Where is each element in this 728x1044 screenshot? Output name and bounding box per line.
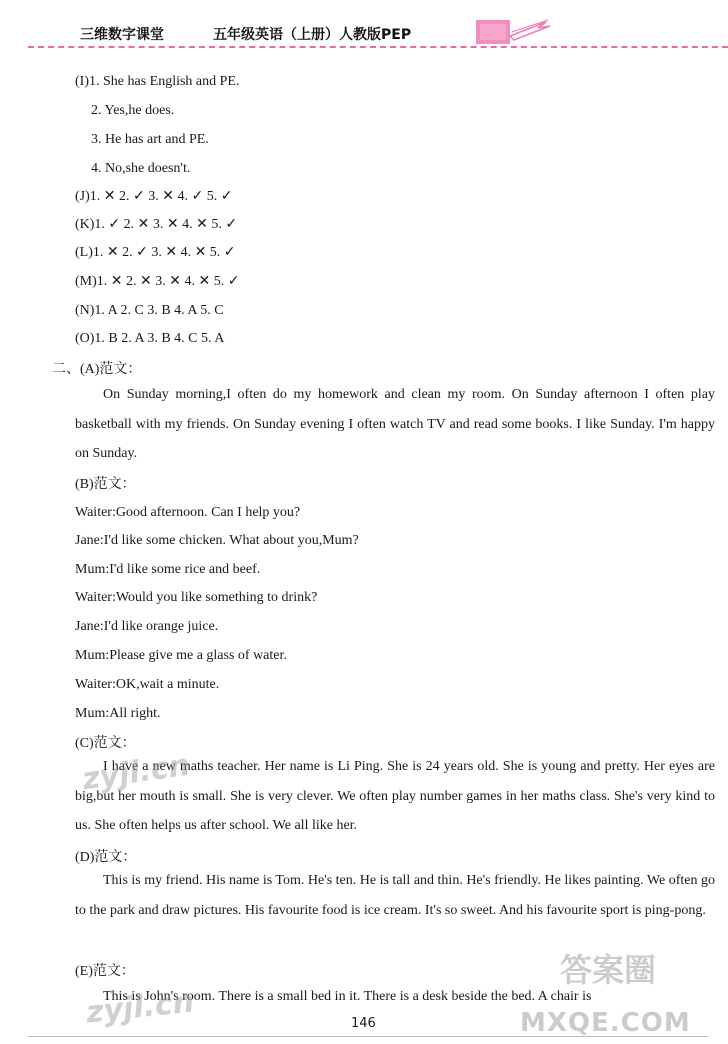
book-title: 五年级英语（上册）人教版PEP	[213, 27, 412, 43]
series-title: 三维数字课堂	[80, 27, 164, 43]
section-d-heading: (D)范文：	[75, 850, 137, 865]
watermark-logo: 答案圈	[560, 951, 657, 989]
answer-line: 3. He has art and PE.	[91, 132, 209, 147]
footer-rule	[28, 1036, 708, 1037]
answer-line: (J)1. ✕ 2. ✓ 3. ✕ 4. ✓ 5. ✓	[75, 189, 233, 204]
dialogue-line: Waiter:Would you like something to drink?	[75, 590, 318, 605]
dialogue-line: Mum:I'd like some rice and beef.	[75, 562, 261, 577]
watermark-zyjl: zyjl.cn	[80, 747, 193, 798]
section-d-essay	[75, 866, 715, 925]
answer-line: (N)1. A 2. C 3. B 4. A 5. C	[75, 303, 224, 318]
answer-line: 2. Yes,he does.	[91, 103, 175, 118]
section-c-heading: (C)范文：	[75, 736, 136, 751]
section-b-heading: (B)范文：	[75, 477, 136, 492]
dialogue-line: Jane:I'd like orange juice.	[75, 619, 219, 634]
header-divider	[28, 46, 728, 48]
watermark-zyjl: zyjl.cn	[84, 984, 196, 1031]
section-e-heading: (E)范文：	[75, 964, 135, 979]
section-c-essay	[75, 752, 715, 841]
answer-line: (L)1. ✕ 2. ✓ 3. ✕ 4. ✕ 5. ✓	[75, 245, 236, 260]
essay-text: This is my friend. His name is Tom. He's ten. He is tall and thin. He's friendly. He likes painting. We often go to the park and draw pictures. His favourite food is ice cream. It's so sweet. And his favourite sport is ping-pong.	[75, 873, 715, 918]
dialogue-line: Waiter:OK,wait a minute.	[75, 677, 220, 692]
watermark-site: MXQE.COM	[520, 1008, 691, 1038]
essay-text: On Sunday morning,I often do my homework and clean my room. On Sunday afternoon I often play basketball with my friends. On Sunday evening I often watch TV and read some books. I like Sunday. I'm happy on Sunday.	[75, 387, 715, 461]
rocket-icon	[476, 14, 556, 48]
section-a-essay	[75, 380, 715, 469]
essay-text: I have a new maths teacher. Her name is Li Ping. She is 24 years old. She is young and pretty. Her eyes are big,but her mouth is small. She is very clever. We often play number games in her maths class. She's very kind to us. She often helps us after school. We all like her.	[75, 759, 715, 833]
section-a-heading: 二、(A)范文：	[52, 362, 142, 377]
dialogue-line: Jane:I'd like some chicken. What about you,Mum?	[75, 533, 359, 548]
page-header	[0, 0, 728, 50]
essay-text: This is John's room. There is a small bed in it. There is a desk beside the bed. A chair is	[103, 989, 592, 1004]
section-e-essay	[75, 982, 715, 1012]
dialogue-line: Mum:All right.	[75, 706, 161, 721]
answer-line: 4. No,she doesn't.	[91, 161, 191, 176]
dialogue-line: Waiter:Good afternoon. Can I help you?	[75, 505, 301, 520]
dialogue-line: Mum:Please give me a glass of water.	[75, 648, 287, 663]
answer-line: (O)1. B 2. A 3. B 4. C 5. A	[75, 331, 225, 346]
page-number: 146	[351, 1016, 376, 1031]
answer-line: (K)1. ✓ 2. ✕ 3. ✕ 4. ✕ 5. ✓	[75, 217, 238, 232]
answer-line: (I)1. She has English and PE.	[75, 74, 240, 89]
answer-line: (M)1. ✕ 2. ✕ 3. ✕ 4. ✕ 5. ✓	[75, 274, 240, 289]
